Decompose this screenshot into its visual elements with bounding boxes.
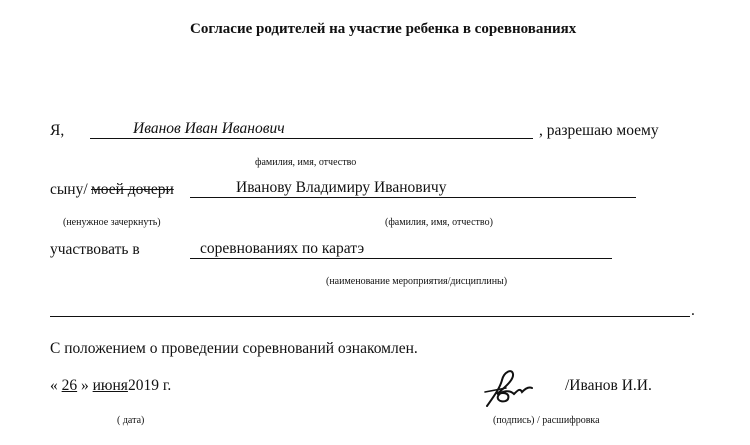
- event-name: соревнованиях по каратэ: [200, 240, 365, 257]
- date-line: [50, 377, 171, 395]
- blank-line: [50, 316, 690, 317]
- strike-caption: (ненужное зачеркнуть): [63, 217, 161, 228]
- struck-daughter: моей дочери: [91, 181, 174, 198]
- permit-text: , разрешаю моему: [539, 122, 659, 139]
- date-caption: ( дата): [117, 415, 145, 426]
- parent-name: Иванов Иван Иванович: [133, 120, 285, 137]
- handwritten-signature: [482, 366, 544, 410]
- signature-caption: (подпись) / расшифровка: [493, 415, 600, 426]
- signature-name: /Иванов И.И.: [565, 377, 652, 394]
- event-caption: (наименование мероприятия/дисциплины): [326, 276, 508, 287]
- acknowledgement-text: С положением о проведении соревнований ознакомлен.: [50, 340, 418, 357]
- document-title: Согласие родителей на участие ребенка в соревнованиях: [190, 21, 577, 37]
- date-day: 26: [61, 377, 78, 394]
- participate-text: участвовать в: [50, 241, 140, 258]
- child-name-caption: (фамилия, имя, отчество): [385, 217, 493, 228]
- prefix-son: сыну/: [50, 181, 88, 198]
- quote-close: »: [81, 377, 89, 394]
- child-name: Иванову Владимиру Ивановичу: [236, 179, 447, 196]
- blank-line-period: .: [691, 302, 695, 319]
- date-year: 2019 г.: [127, 377, 172, 394]
- event-line: [190, 258, 612, 259]
- prefix-ya: Я,: [50, 122, 65, 139]
- parent-name-caption: фамилия, имя, отчество: [255, 157, 357, 168]
- child-name-line: [190, 197, 636, 198]
- parent-name-line: [90, 138, 533, 139]
- quote-open: «: [50, 377, 58, 394]
- date-month: июня: [92, 377, 128, 394]
